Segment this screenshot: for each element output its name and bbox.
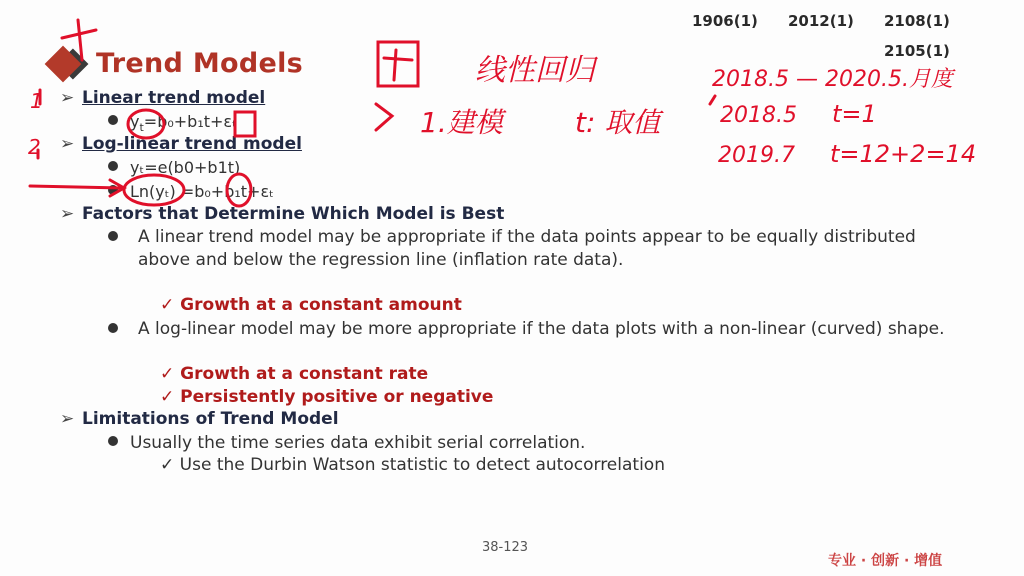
factor1-check: ✓ Growth at a constant amount (160, 295, 462, 315)
factor1-text: A linear trend model may be appropriate if the data points appear to be equally distributed above and below the regression line (inflation rate data). (138, 227, 916, 270)
svg-text:1: 1 (30, 89, 43, 113)
svg-text:t: 取值: t: 取值 (575, 106, 661, 139)
bullet-loglinear: ➢ Log-linear trend model (60, 134, 302, 154)
linear-formula: $y_t=b_0+b_1t+\varepsilon_t$ (130, 112, 237, 135)
slide-title: Trend Models (96, 48, 304, 79)
factor2-check-1: ✓ Growth at a constant rate (160, 364, 429, 384)
page-number: 38-123 (482, 540, 529, 555)
code-2105: 2105(1) (884, 42, 950, 60)
code-2012: 2012(1) (788, 12, 854, 30)
code-1906: 1906(1) (692, 12, 758, 30)
limit1-row: Usually the time series data exhibit serial correlation. (108, 433, 585, 453)
ink-stroke (62, 20, 96, 60)
ink-circle-lny (124, 175, 184, 205)
ink-box-t (235, 112, 255, 136)
footer-slogan: 专业 · 创新 · 增值 (828, 553, 943, 569)
bullet-linear: ➢ Linear trend model (60, 88, 266, 108)
svg-text:2019.7: 2019.7 (718, 143, 795, 168)
svg-text:2018.5: 2018.5 (720, 103, 797, 128)
ink-circle-t (227, 174, 251, 206)
svg-text:t=12+2=14: t=12+2=14 (830, 140, 977, 168)
svg-text:1.建模: 1.建模 (420, 106, 503, 139)
svg-text:线性回归: 线性回归 (475, 53, 595, 88)
factor2-text: A log-linear model may be more appropriate if the data plots with a non-linear (curved) shape. (138, 319, 945, 339)
ink-circle-y (128, 110, 164, 138)
svg-text:2018.5 — 2020.5.月度: 2018.5 — 2020.5.月度 (712, 67, 953, 92)
ink-box (378, 42, 418, 86)
loglinear-formula-1: yₜ=e(b0+b1t) (130, 158, 241, 177)
limit1-check: ✓ Use the Durbin Watson statistic to detect autocorrelation (160, 455, 665, 475)
arrow-bullet-icon: ➢ (60, 88, 75, 108)
bullet-limits: ➢ Limitations of Trend Model (60, 409, 339, 429)
bullet-factors: ➢ Factors that Determine Which Model is Best (60, 204, 505, 224)
loglinear-formula-2: Ln(yₜ) =b₀+b₁t+εₜ (130, 182, 274, 201)
code-2108: 2108(1) (884, 12, 950, 30)
arrow-bullet-icon: ➢ (60, 409, 75, 429)
factor2-check-2: ✓ Persistently positive or negative (160, 387, 494, 407)
ink-arrow (30, 180, 124, 196)
svg-text:2: 2 (28, 135, 41, 159)
arrow-bullet-icon: ➢ (60, 134, 75, 154)
arrow-bullet-icon: ➢ (60, 204, 75, 224)
svg-text:t=1: t=1 (832, 100, 877, 128)
